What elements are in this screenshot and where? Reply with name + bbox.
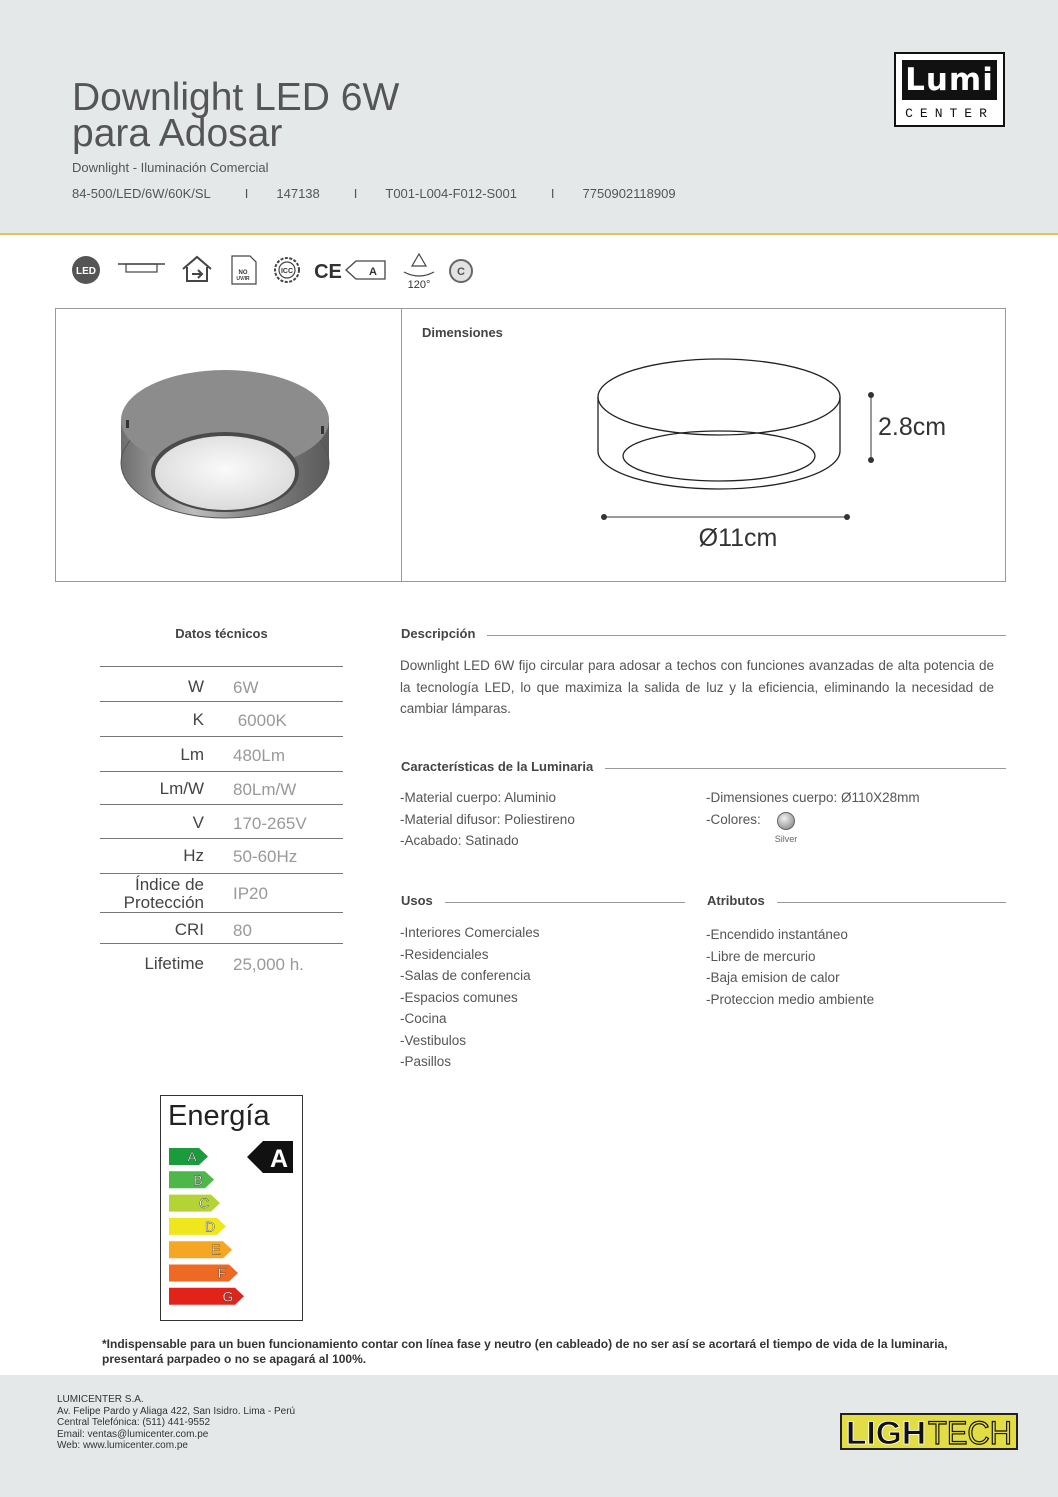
energy-class-letter: D <box>204 1218 216 1235</box>
product-title <box>72 76 400 155</box>
energy-icon-text: A <box>369 266 377 278</box>
icc-text: ICC <box>280 268 294 275</box>
energy-class-d <box>169 1218 226 1235</box>
attributes-list <box>706 924 874 1010</box>
energy-class-letter: B <box>193 1171 203 1188</box>
energy-class-letter: C <box>198 1195 210 1212</box>
feature-item: -Dimensiones cuerpo: Ø110X28mm <box>706 790 920 805</box>
beam-angle-icon <box>400 252 438 292</box>
feature-item: -Material cuerpo: Aluminio <box>400 790 557 805</box>
product-title-line-1: Downlight LED 6W <box>72 76 400 119</box>
features-title: Características de la Luminaria <box>401 759 605 774</box>
recessed-profile-icon <box>117 252 167 284</box>
features-left-list <box>400 787 575 852</box>
color-name: Silver <box>774 834 798 844</box>
company-address: Av. Felipe Pardo y Aliaga 422, San Isidro. Lima - Perú <box>57 1405 296 1417</box>
description-title: Descripción <box>401 626 487 641</box>
attribute-item: -Proteccion medio ambiente <box>706 991 875 1007</box>
lumicenter-logo <box>894 52 1005 127</box>
led-badge-icon <box>70 252 102 284</box>
use-item: -Interiores Comerciales <box>400 925 540 940</box>
energy-scale <box>161 1096 301 1319</box>
barcode-number: 7750902118909 <box>582 186 676 201</box>
company-web: Web: www.lumicenter.com.pe <box>57 1440 188 1451</box>
use-item: -Espacios comunes <box>400 989 518 1005</box>
company-email: Email: ventas@lumicenter.com.pe <box>57 1428 209 1440</box>
energy-class-g <box>169 1288 244 1305</box>
feature-item: -Colores: <box>706 811 761 827</box>
spec-row-efficacy <box>100 771 343 805</box>
features-right-list <box>706 787 920 830</box>
company-name: LUMICENTER S.A. <box>57 1394 144 1405</box>
use-item: -Residenciales <box>400 946 489 962</box>
energy-class-a-icon <box>344 252 388 286</box>
energy-class-a <box>169 1148 208 1165</box>
spec-value: 80 <box>233 921 252 940</box>
logo-lumi-text: Lumi <box>902 60 997 100</box>
item-code: 147138 <box>276 186 320 201</box>
energy-class-bar <box>169 1218 226 1235</box>
icc-certification-icon <box>273 252 301 286</box>
spec-key: Lm/W <box>159 779 204 798</box>
energy-class-bar <box>169 1241 232 1258</box>
spec-key: V <box>192 813 204 832</box>
energy-title: Energía <box>168 1100 270 1132</box>
spec-value: 80Lm/W <box>233 780 297 799</box>
installation-footnote: *Indispensable para un buen funcionamiento contar con línea fase y neutro (en cableado) de no ser así se acortará el tiempo de vida de la luminaria, presentará parpadeo o no se apagará al 100%. <box>102 1337 948 1366</box>
code-separator: I <box>353 186 358 201</box>
feature-item: -Material difusor: Poliestireno <box>400 811 575 827</box>
diameter-dimension: Ø11cm <box>698 524 778 552</box>
spec-key: CRI <box>174 920 204 939</box>
energy-class-c <box>169 1195 220 1212</box>
spec-value: 170-265V <box>233 814 307 833</box>
c-tick-text: C <box>457 266 465 278</box>
no-uv-text-1: NO <box>238 270 248 276</box>
spec-key <box>100 876 204 912</box>
use-item: -Cocina <box>400 1011 447 1026</box>
spec-value: 6W <box>233 678 259 697</box>
spec-row-cri <box>100 912 343 944</box>
spec-key: Hz <box>183 846 204 865</box>
spec-key: Lifetime <box>144 954 204 973</box>
ce-text: CE <box>314 261 342 283</box>
ce-mark-icon <box>314 252 342 286</box>
logo-center-text: CENTER <box>905 106 994 121</box>
energy-class-bar <box>169 1265 238 1282</box>
use-item: -Pasillos <box>400 1054 452 1069</box>
energy-rating-letter: A <box>269 1145 289 1173</box>
spec-row-frequency <box>100 838 343 874</box>
energy-class-letter: A <box>187 1148 197 1165</box>
use-item: -Salas de conferencia <box>400 968 531 983</box>
energy-class-b <box>169 1171 214 1188</box>
spec-key-line-2: Protección <box>123 893 204 912</box>
spec-row-lumens <box>100 736 343 772</box>
use-item: -Vestibulos <box>400 1032 467 1048</box>
product-codes <box>72 186 676 201</box>
indoor-use-icon <box>180 252 216 284</box>
uses-list <box>400 922 540 1073</box>
c-tick-icon <box>448 252 476 286</box>
energy-class-bar <box>169 1171 214 1188</box>
lightech-logo <box>840 1413 1018 1450</box>
dimensions-label: Dimensiones <box>422 325 503 340</box>
spec-value: IP20 <box>233 884 268 903</box>
attribute-item: -Encendido instantáneo <box>706 927 848 942</box>
energy-class-letter: F <box>217 1265 227 1281</box>
lightech-wordmark <box>842 1415 1016 1448</box>
spec-key: W <box>187 677 204 696</box>
product-photo <box>110 360 350 530</box>
lightech-part-2: TECH <box>928 1415 1012 1448</box>
dimension-drawing <box>590 355 970 565</box>
product-category: Downlight - Iluminación Comercial <box>72 160 269 175</box>
energy-class-f <box>169 1265 238 1282</box>
attribute-item: -Baja emision de calor <box>706 970 840 985</box>
category-code: T001-L004-F012-S001 <box>385 186 517 201</box>
led-badge-text: LED <box>76 266 96 277</box>
spec-row-kelvin <box>100 701 343 737</box>
spec-key: K <box>192 710 204 729</box>
feature-item: -Acabado: Satinado <box>400 833 519 848</box>
spec-row-protection <box>100 873 343 913</box>
no-uv-icon <box>230 252 258 286</box>
energy-class-bar <box>169 1195 220 1212</box>
spec-value: 6000K <box>233 711 287 730</box>
energy-class-letter: G <box>222 1288 234 1305</box>
company-info <box>57 1394 295 1452</box>
spec-row-lifetime <box>100 943 343 978</box>
code-separator: I <box>244 186 249 201</box>
energy-class-e <box>169 1241 232 1258</box>
code-separator: I <box>550 186 555 201</box>
attribute-item: -Libre de mercurio <box>706 948 816 964</box>
energy-class-letter: E <box>211 1241 221 1258</box>
height-dimension: 2.8cm <box>878 413 947 441</box>
panel-divider <box>401 308 402 582</box>
silver-color-swatch <box>776 811 796 831</box>
no-uv-text-2: UV/IR <box>236 276 250 282</box>
energy-label <box>160 1095 303 1321</box>
description-text: Downlight LED 6W fijo circular para adosar a techos con funciones avanzadas de alta potencia de la tecnología LED, lo que maximiza la salida de luz y la eficiencia, eliminando la necesidad de cambiar lámparas. <box>400 658 994 716</box>
attributes-title: Atributos <box>707 893 777 908</box>
product-title-line-2: para Adosar <box>72 112 283 155</box>
spec-value: 25,000 h. <box>233 955 304 974</box>
model-code: 84-500/LED/6W/60K/SL <box>72 186 211 201</box>
spec-key-line-1: Índice de <box>135 875 204 894</box>
description-rule <box>401 635 1006 636</box>
spec-row-voltage <box>100 804 343 839</box>
spec-key: Lm <box>180 745 204 764</box>
lightech-part-1: LIGH <box>846 1415 926 1448</box>
company-phone: Central Telefónica: (511) 441-9552 <box>57 1417 211 1428</box>
spec-value: 50-60Hz <box>233 847 298 866</box>
spec-value: 480Lm <box>233 746 285 765</box>
beam-angle-text: 120° <box>407 279 431 291</box>
spec-row-watts <box>100 666 343 702</box>
uses-title: Usos <box>401 893 445 908</box>
technical-data-title: Datos técnicos <box>175 626 268 641</box>
